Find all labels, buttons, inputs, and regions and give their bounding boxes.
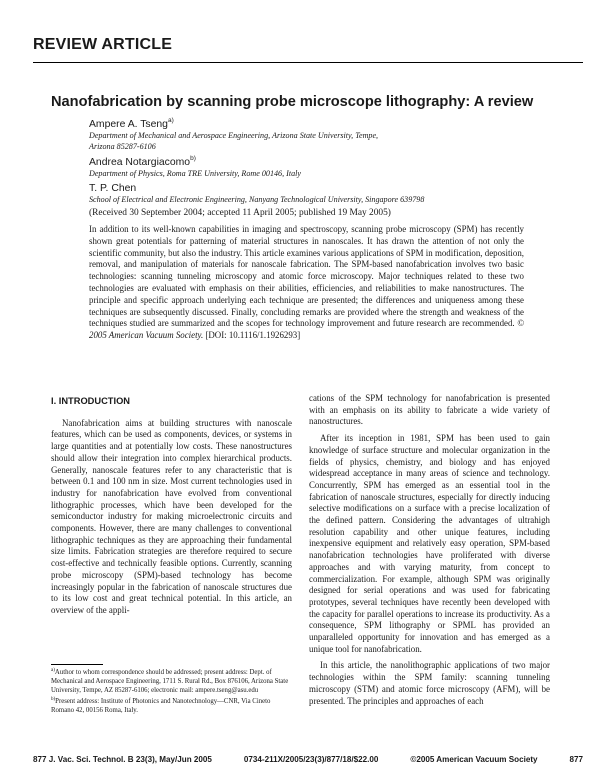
footnote-rule	[51, 664, 103, 665]
page-number-left: 877	[33, 755, 47, 764]
body-column-right	[309, 393, 550, 707]
footer-left	[33, 755, 212, 764]
footer-copyright: ©2005 American Vacuum Society	[410, 755, 538, 764]
paper-title: Nanofabrication by scanning probe microscope lithography: A review	[51, 94, 534, 110]
abstract	[89, 224, 524, 342]
author-affiliation: School of Electrical and Electronic Engineering, Nanyang Technological University, Singapore 639798	[89, 195, 425, 204]
page-footer	[33, 755, 583, 764]
author-name: T. P. Chen	[89, 183, 137, 194]
footnotes	[51, 667, 292, 716]
section-heading: I. INTRODUCTION	[51, 396, 131, 406]
header-rule	[33, 62, 583, 63]
journal-citation: J. Vac. Sci. Technol. B 23(3), May/Jun 2005	[48, 755, 212, 764]
body-column-left	[51, 396, 292, 617]
author-affiliation: Department of Mechanical and Aerospace Engineering, Arizona State University, Tempe, Arizona 85287-6106	[89, 131, 379, 151]
page-number-right: 877	[569, 755, 583, 764]
body-paragraph: Nanofabrication aims at building structures with nanoscale features, which can be used as components, devices, or systems in large quantities and at potentially low costs. These nanostructures should allow their integration into complex hierarchical products. Generally, nanoscale features refer to any characteristic that is between 0.1 and 100 nm in size. Most current technologies used in industry for nanofabrication have evolved from conventional lithographic processes, which have been developed for the semiconductor industry for making microelectronic circuits and components. However, there are many challenges to conventional lithographic techniques as they are approaching their fundamental size limits. Fabrication strategies are therefore required to secure cost-effective and technically feasible options. Currently, scanning probe microscopy (SPM)-based technology has become increasingly popular in the fabrication of nanoscale structures due to its low cost and great technical potential. In this article, an overview of the appli-	[51, 417, 292, 615]
footnote: $^{a)}$Author to whom correspondence should be addressed; present address: Dept. of Mechanical and Aerospace Engineering, 1711 S. Rural Rd., Box 876106, Arizona State University, Tempe, AZ 85287-6106; electronic mail: ampere.tseng@asu.edu	[51, 668, 289, 694]
body-paragraph: cations of the SPM technology for nanofabrication is presented with an emphasis on its ability to fabricate a wide variety of nanostructures.	[309, 393, 550, 427]
received-dates: (Received 30 September 2004; accepted 11 April 2005; published 19 May 2005)	[89, 208, 391, 218]
author-affiliation: Department of Physics, Roma TRE University, Rome 00146, Italy	[89, 169, 301, 178]
abstract-copyright: © 2005 American Vacuum Society.	[89, 318, 524, 341]
author-name: Andrea Notargiacomo$^{b)}$	[89, 155, 196, 168]
body-paragraph: After its inception in 1981, SPM has been used to gain knowledge of surface structure and molecular organization in the fields of physics, chemistry, and biology and has enjoyed widespread acceptance in many areas of science and technology. Concurrently, SPM has emerged as an essential tool in the fabrication of nanoscale structures, especially for directly inducing selective modifications on a surface with a precise localization of the defined pattern. Considering the advantages of ultrahigh resolution capability and other unique features, including inexpensive equipment and relatively easy operation, SPM-based nanofabrication technologies have proliferated with diverse approaches and with varying maturity, from concept to commercialization. For example, although SPM was originally designed for serial operations and was used for fabricating prototypes, several techniques have recently been developed with the capacity for parallel operations to increase its productivity. As a consequence, SPM lithography or SPML has provided an unparalleled opportunity for innovation and has emerged as a unique tool for nanofabrication.	[309, 433, 550, 654]
article-code: 0734-211X/2005/23(3)/877/18/$22.00	[243, 755, 379, 764]
abstract-doi: [DOI: 10.1116/1.1926293]	[203, 330, 301, 341]
section-label: REVIEW ARTICLE	[33, 36, 173, 53]
footnote: $^{b)}$Present address: Institute of Photonics and Nanotechnology—CNR, Via Cineto Romano 42, 00156 Roma, Italy.	[51, 696, 271, 714]
body-paragraph: In this article, the nanolithographic applications of two major technologies within the SPM family: scanning tunneling microscopy (STM) and atomic force microscopy (AFM), will be presented. The principles and approaches of each	[309, 660, 550, 706]
abstract-text: In addition to its well-known capabilities in imaging and spectroscopy, scanning probe microscopy (SPM) has recently shown great potentials for patterning of material structures in nanoscales. It has drawn the attention of not only the scientific community, but also the industry. This article examines various applications of SPM in modification, deposition, removal, and manipulation of materials for nanoscale fabrication. The SPM-based nanofabrication involves two basic technologies: scanning tunneling microscopy and atomic force microscopy. Major techniques related to these two technologies are evaluated with emphasis on their abilities, efficiencies, and reliabilities to make nanostructures. The principle and specific approach underlying each technique are presented; the differences and uniqueness among these techniques are subsequently discussed. Finally, concluding remarks are provided where the strength and weakness of the techniques studied are summarized and the scopes for technology improvement and future research are recommended.	[89, 224, 524, 329]
author-name: Ampere A. Tseng$^{a)}$	[89, 117, 174, 130]
